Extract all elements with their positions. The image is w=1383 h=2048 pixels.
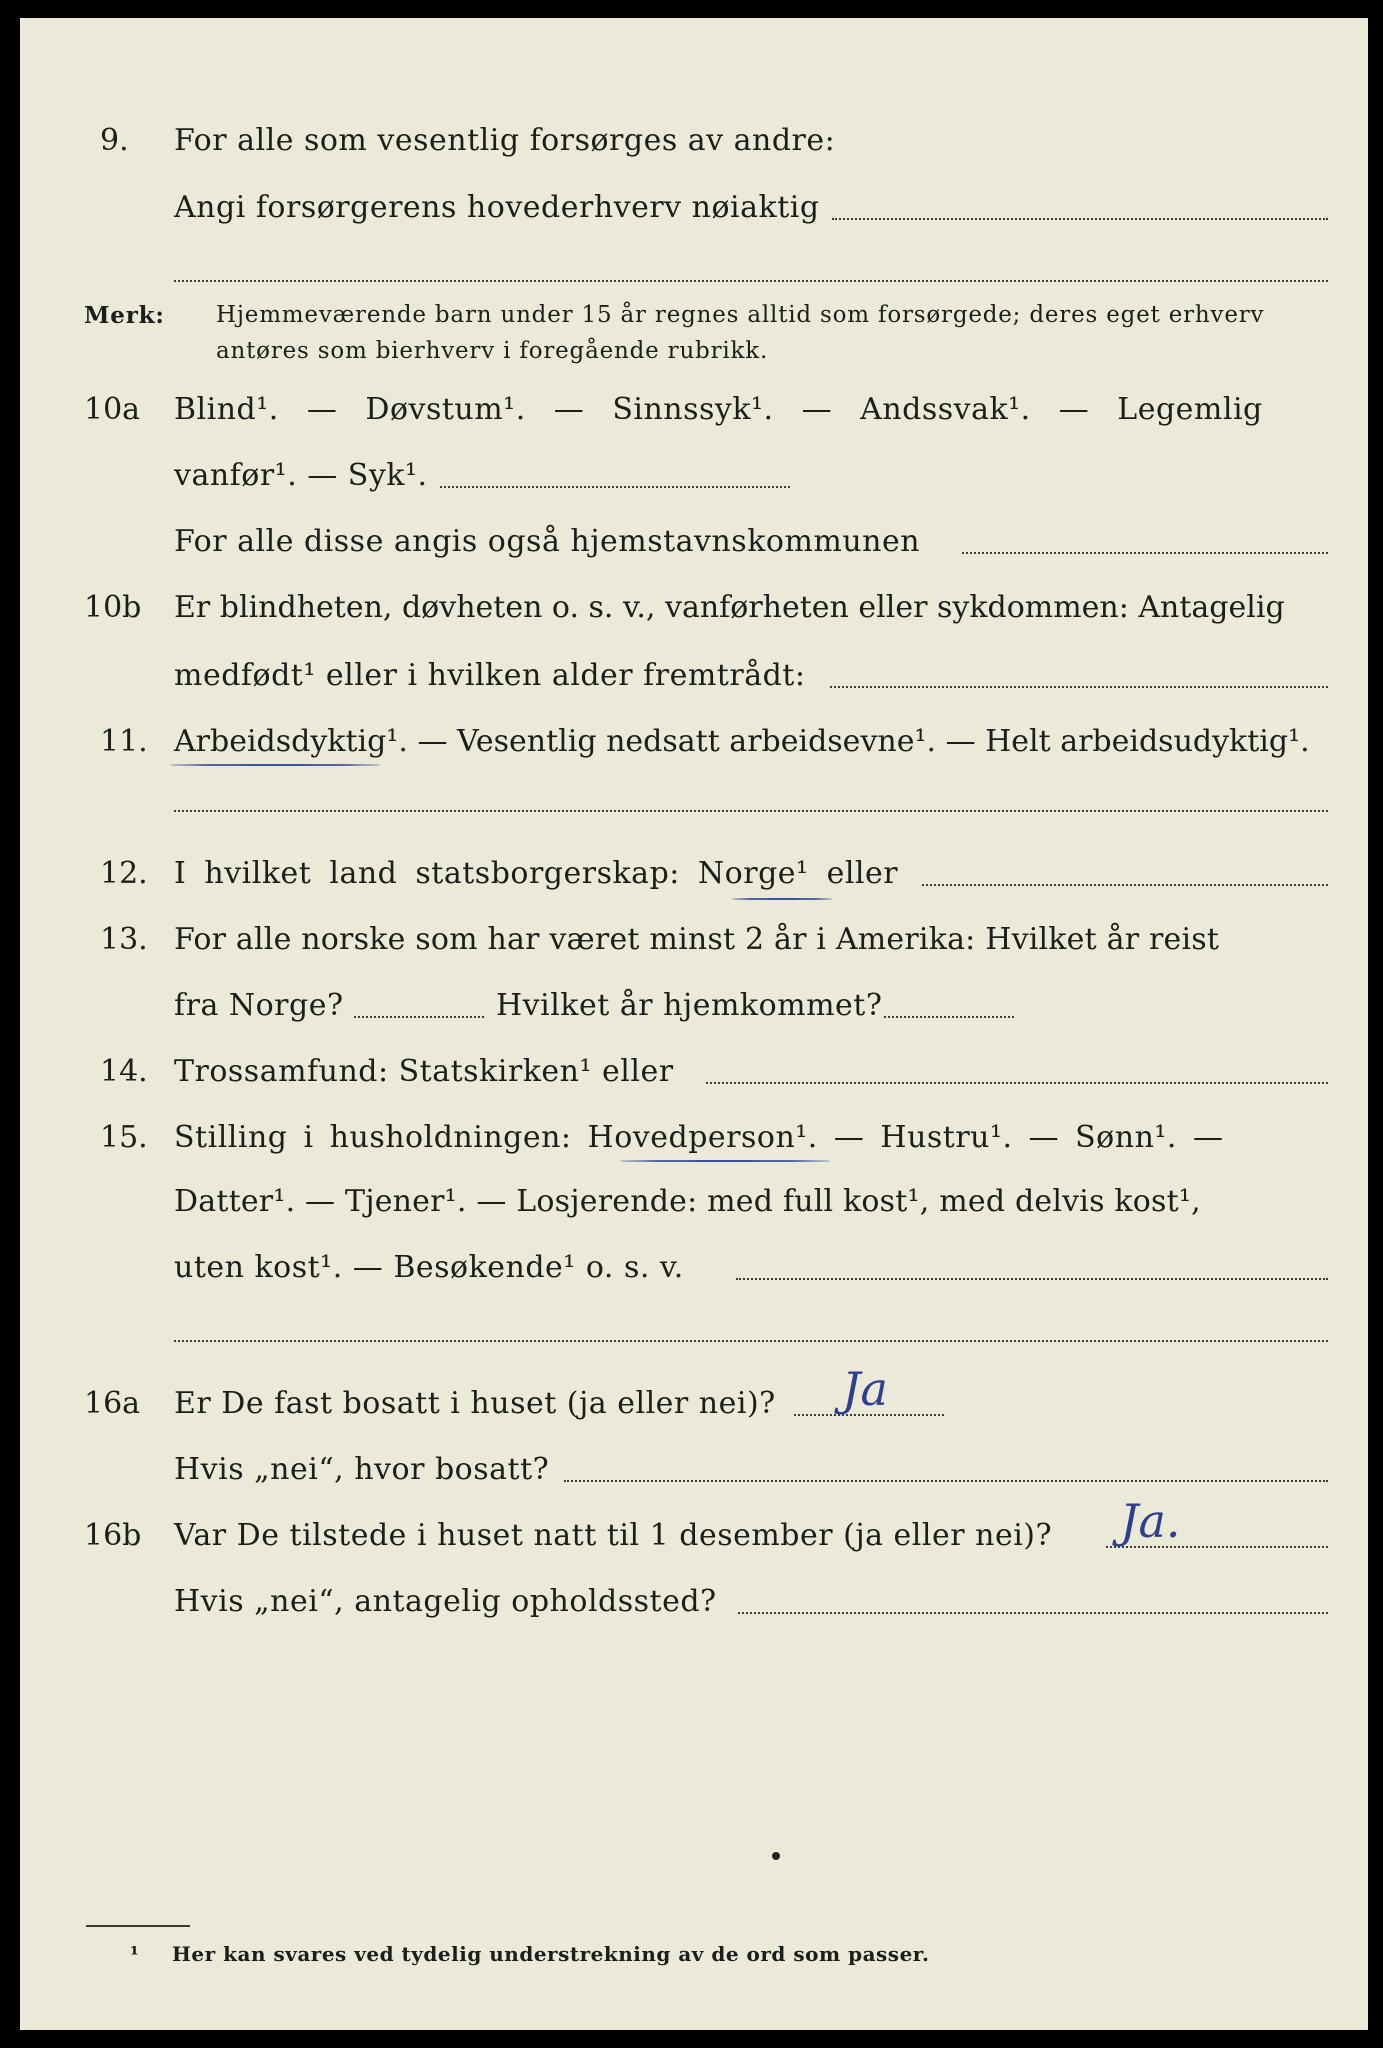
footnote-rule bbox=[86, 1925, 190, 1927]
q10a-answer-line[interactable] bbox=[962, 552, 1328, 554]
q12-number: 12. bbox=[100, 856, 148, 891]
q16b-handwritten-answer: Ja. bbox=[1120, 1494, 1181, 1548]
q9-answer-line-2[interactable] bbox=[174, 280, 1328, 282]
q15-number: 15. bbox=[100, 1120, 148, 1155]
q15-answer-line-2[interactable] bbox=[174, 1340, 1328, 1342]
q16a-text-line2: Hvis „nei“, hvor bosatt? bbox=[174, 1452, 550, 1487]
q13-number: 13. bbox=[100, 922, 148, 957]
q14-number: 14. bbox=[100, 1054, 148, 1089]
q12-answer-line[interactable] bbox=[922, 884, 1328, 886]
q10b-text-line1: Er blindheten, døvheten o. s. v., vanførheten eller sykdommen: Antagelig bbox=[174, 590, 1285, 625]
ink-dot bbox=[772, 1852, 780, 1860]
merk-text-line2: antøres som bierhverv i foregående rubrikk. bbox=[216, 338, 769, 364]
q9-number: 9. bbox=[100, 123, 129, 158]
q10b-text-line2: medfødt¹ eller i hvilken alder fremtrådt: bbox=[174, 658, 806, 693]
q9-answer-line[interactable] bbox=[832, 218, 1328, 220]
q15-answer-line[interactable] bbox=[736, 1278, 1328, 1280]
q10b-answer-line[interactable] bbox=[830, 686, 1328, 688]
q16b-number: 16b bbox=[84, 1518, 142, 1553]
q13-text-line2b: Hvilket år hjemkommet? bbox=[496, 988, 883, 1023]
q14-answer-line[interactable] bbox=[706, 1082, 1328, 1084]
q10b-number: 10b bbox=[84, 590, 142, 625]
q15-text-line1: Stilling i husholdningen: Hovedperson¹. — Hustru¹. — Sønn¹. — bbox=[174, 1120, 1224, 1155]
q11-text-line1: Arbeidsdyktig¹. — Vesentlig nedsatt arbeidsevne¹. — Helt arbeidsudyktig¹. bbox=[174, 724, 1310, 759]
q16a-number: 16a bbox=[84, 1386, 141, 1421]
merk-label: Merk: bbox=[84, 302, 165, 329]
q12-handwritten-underline bbox=[732, 898, 832, 900]
footnote-mark: ¹ bbox=[130, 1942, 140, 1966]
q16a-handwritten-answer: Ja bbox=[842, 1362, 888, 1416]
q12-text-line1: I hvilket land statsborgerskap: Norge¹ eller bbox=[174, 856, 899, 891]
q10a-text-line1: Blind¹. — Døvstum¹. — Sinnssyk¹. — Andssvak¹. — Legemlig bbox=[174, 392, 1263, 427]
q16a-bosatt-answer-line[interactable] bbox=[564, 1480, 1328, 1482]
census-form-page bbox=[20, 18, 1368, 2030]
q16b-text-line1: Var De tilstede i huset natt til 1 desember (ja eller nei)? bbox=[174, 1518, 1053, 1553]
q10a-text-line2: vanfør¹. — Syk¹. bbox=[174, 458, 428, 493]
q15-handwritten-underline bbox=[620, 1160, 830, 1162]
q9-text-line2: Angi forsørgerens hovederhverv nøiaktig bbox=[174, 190, 820, 225]
q15-text-line2: Datter¹. — Tjener¹. — Losjerende: med full kost¹, med delvis kost¹, bbox=[174, 1184, 1201, 1219]
q9-text-line1: For alle som vesentlig forsørges av andre: bbox=[174, 123, 836, 158]
q13-text-line2a: fra Norge? bbox=[174, 988, 344, 1023]
q16b-opholdssted-answer-line[interactable] bbox=[738, 1612, 1328, 1614]
q11-number: 11. bbox=[100, 724, 148, 759]
q13-hjemkommet-answer-line[interactable] bbox=[884, 1016, 1014, 1018]
q10a-syk-answer-line[interactable] bbox=[440, 486, 790, 488]
q15-text-line3: uten kost¹. — Besøkende¹ o. s. v. bbox=[174, 1250, 684, 1285]
q16a-text-line1: Er De fast bosatt i huset (ja eller nei)? bbox=[174, 1386, 776, 1421]
q11-handwritten-underline bbox=[170, 764, 380, 766]
q11-answer-line[interactable] bbox=[174, 810, 1328, 812]
q14-text-line1: Trossamfund: Statskirken¹ eller bbox=[174, 1054, 674, 1089]
q16b-text-line2: Hvis „nei“, antagelig opholdssted? bbox=[174, 1584, 717, 1619]
q13-reist-answer-line[interactable] bbox=[354, 1016, 484, 1018]
footnote-text: Her kan svares ved tydelig understrekning av de ord som passer. bbox=[172, 1942, 930, 1966]
q13-text-line1: For alle norske som har været minst 2 år i Amerika: Hvilket år reist bbox=[174, 922, 1220, 957]
q10a-number: 10a bbox=[84, 392, 141, 427]
merk-text-line1: Hjemmeværende barn under 15 år regnes alltid som forsørgede; deres eget erhverv bbox=[216, 302, 1265, 328]
q10a-text-line3: For alle disse angis også hjemstavnskommunen bbox=[174, 524, 921, 559]
